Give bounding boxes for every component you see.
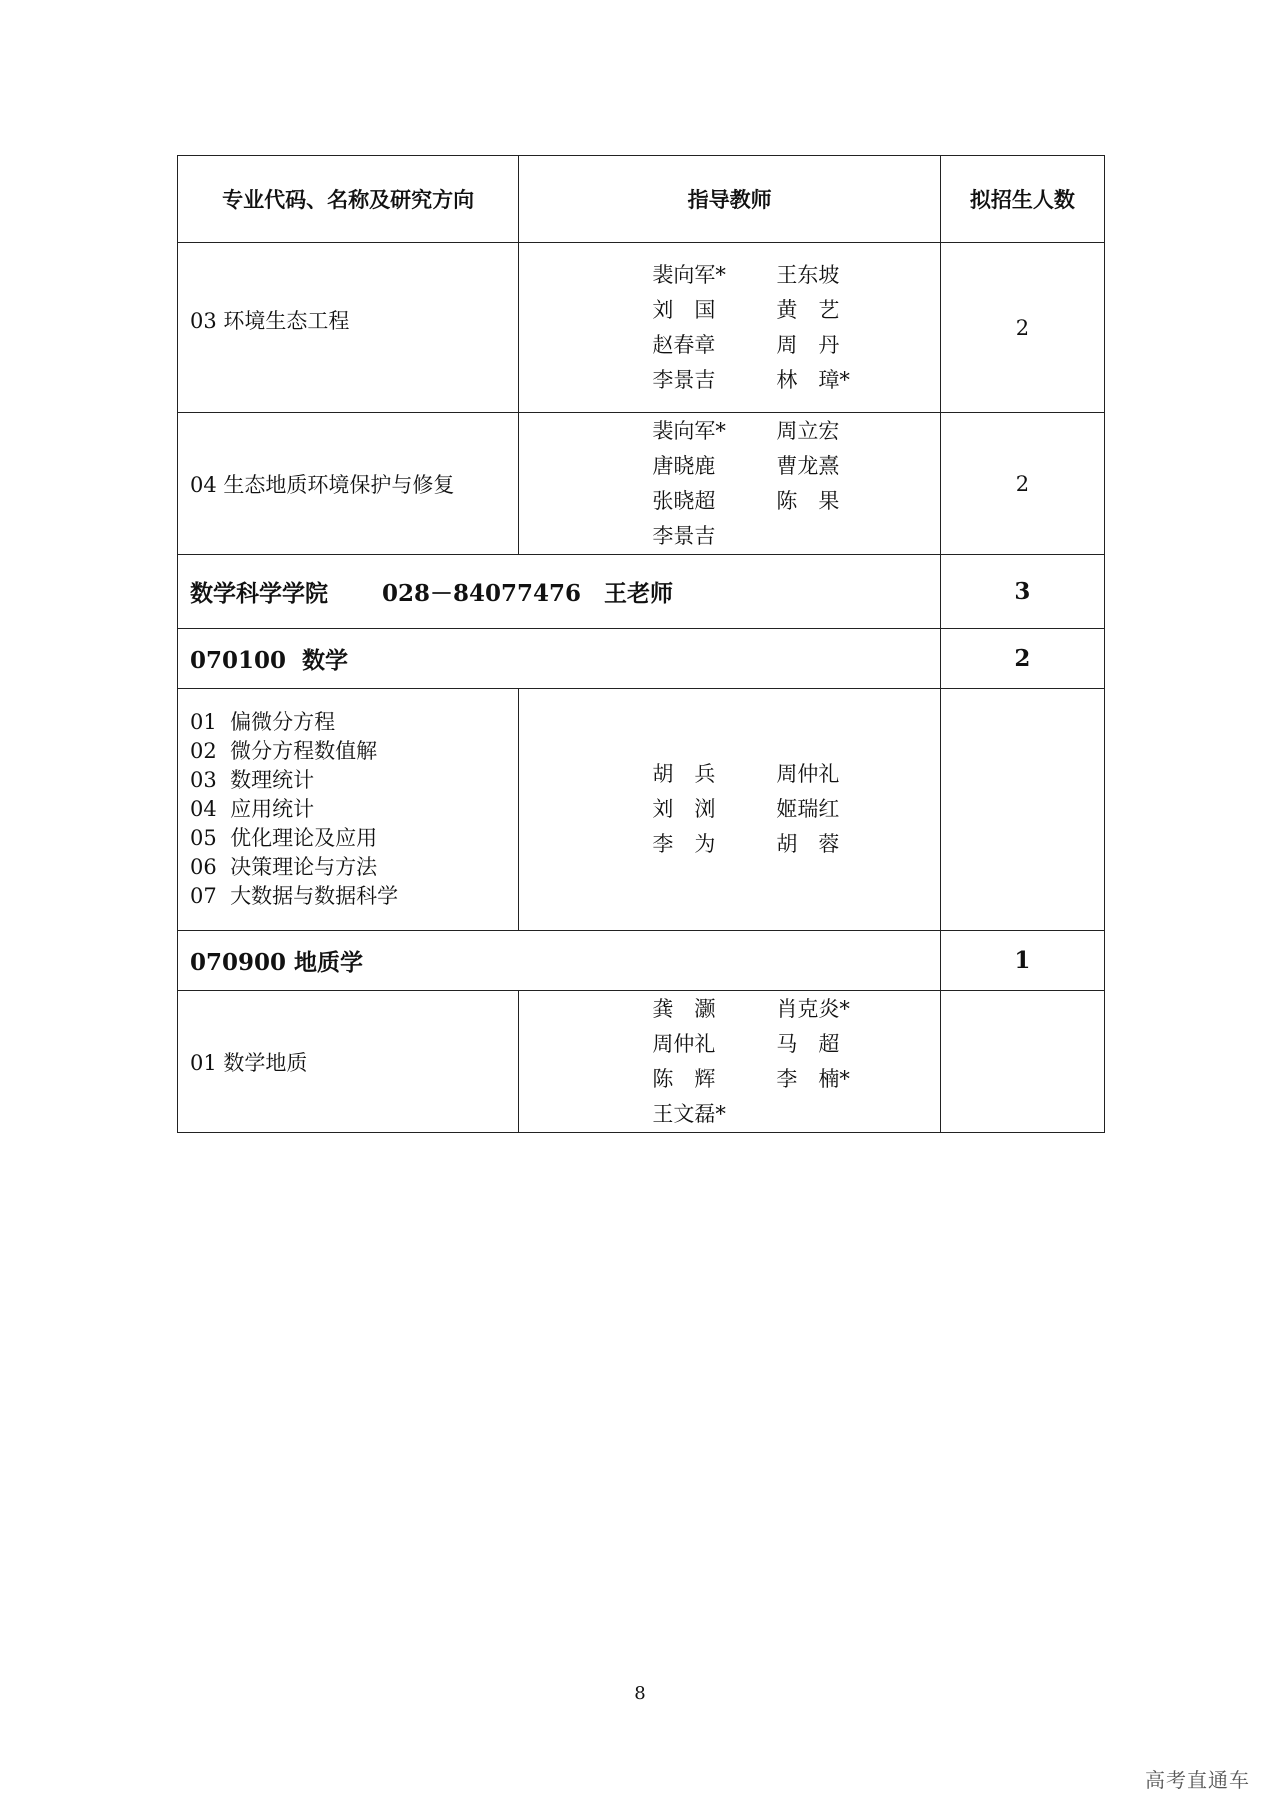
advisor-name: 周立宏 [776, 418, 840, 443]
advisor-name: 周 丹 [776, 332, 840, 357]
direction-item: 05 优化理论及应用 [190, 826, 378, 850]
advisor-name: 李 楠* [776, 1066, 850, 1091]
table-row [178, 991, 1105, 1133]
direction-cell: 03 环境生态工程 [178, 243, 519, 413]
advisor-name: 周仲礼 [776, 762, 840, 786]
advisor-name: 王东坡 [776, 262, 840, 287]
advisor-name: 赵春章 [652, 332, 716, 357]
advisor-name: 周仲礼 [652, 1031, 716, 1056]
advisor-name: 陈 果 [776, 488, 840, 513]
advisor-name: 林 璋* [776, 367, 850, 392]
major-row [178, 629, 1105, 689]
advisor-name: 曹龙熹 [776, 453, 840, 478]
enrollment-table [177, 155, 1105, 1133]
header-advisors: 指导教师 [519, 156, 940, 243]
advisor-name: 黄 艺 [776, 297, 840, 322]
advisor-name [776, 1097, 900, 1132]
direction-item: 03 数理统计 [190, 768, 315, 792]
advisors-cell [519, 991, 940, 1133]
quota-cell: 2 [940, 243, 1104, 413]
watermark-logo: 高考直通车 [1145, 1768, 1250, 1792]
college-row [178, 555, 1105, 629]
major-row [178, 931, 1105, 991]
advisor-name: 胡 蓉 [776, 832, 840, 856]
advisors-cell [519, 243, 940, 413]
direction-list-cell [178, 689, 519, 931]
advisor-name: 姬瑞红 [776, 797, 840, 821]
advisor-name [776, 519, 900, 554]
advisors-cell [519, 689, 940, 931]
advisor-name: 马 超 [776, 1031, 840, 1056]
quota-cell [940, 991, 1104, 1133]
quota-cell [940, 689, 1104, 931]
direction-cell: 01 数学地质 [178, 991, 519, 1133]
advisors-cell [519, 413, 940, 555]
table-header-row [178, 156, 1105, 243]
direction-cell: 04 生态地质环境保护与修复 [178, 413, 519, 555]
header-quota: 拟招生人数 [940, 156, 1104, 243]
advisor-name: 王文磊* [652, 1101, 726, 1126]
direction-item: 02 微分方程数值解 [190, 739, 378, 763]
direction-item: 04 应用统计 [190, 797, 315, 821]
major-title: 070900 地质学 [178, 931, 941, 991]
advisor-name: 张晓超 [652, 488, 716, 513]
header-major: 专业代码、名称及研究方向 [178, 156, 519, 243]
advisor-name: 肖克炎* [776, 996, 850, 1021]
advisor-name: 刘 浏 [652, 797, 716, 821]
advisor-name: 裴向军* [652, 262, 726, 287]
advisor-name: 裴向军* [652, 418, 726, 443]
table-row [178, 689, 1105, 931]
table-row [178, 243, 1105, 413]
table-row [178, 413, 1105, 555]
advisor-name: 唐晓鹿 [652, 453, 716, 478]
advisor-name: 龚 灏 [652, 996, 716, 1021]
college-info: 数学科学学院 028－84077476 王老师 [178, 555, 941, 629]
major-quota: 1 [940, 931, 1104, 991]
advisor-name: 李 为 [652, 832, 716, 856]
direction-item: 06 决策理论与方法 [190, 855, 378, 879]
advisor-name: 李景吉 [652, 523, 716, 548]
advisor-name: 陈 辉 [652, 1066, 716, 1091]
page-number: 8 [634, 1683, 646, 1704]
major-quota: 2 [940, 629, 1104, 689]
advisor-name: 李景吉 [652, 367, 716, 392]
major-title: 070100 数学 [178, 629, 941, 689]
college-quota: 3 [940, 555, 1104, 629]
advisor-name: 刘 国 [652, 297, 716, 322]
quota-cell: 2 [940, 413, 1104, 555]
advisor-name: 胡 兵 [652, 762, 716, 786]
direction-item: 07 大数据与数据科学 [190, 884, 399, 908]
direction-item: 01 偏微分方程 [190, 710, 336, 734]
